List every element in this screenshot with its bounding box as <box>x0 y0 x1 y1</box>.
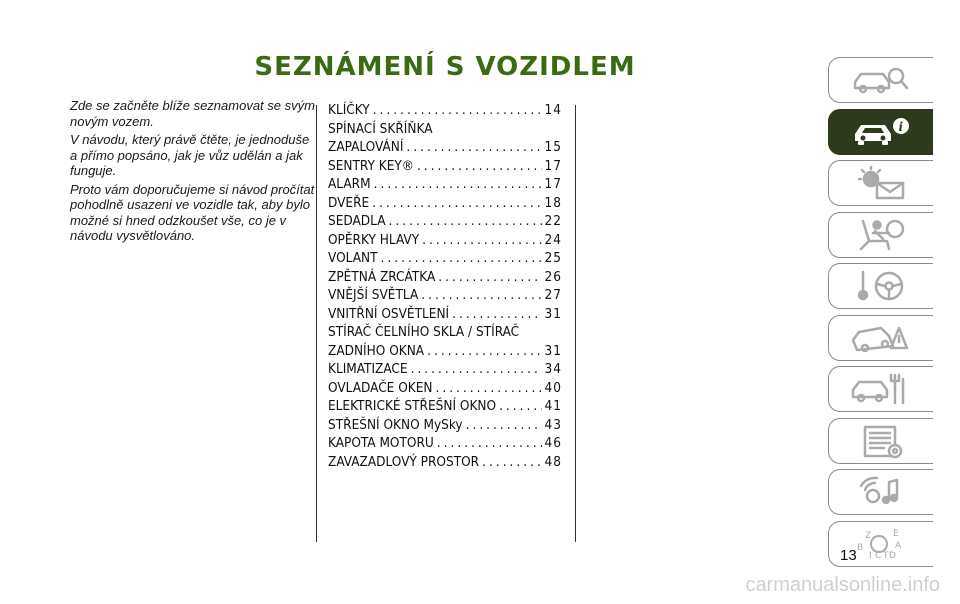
toc-entry-label: SEDADLA <box>328 213 386 229</box>
toc-entry-label: SPÍNACÍ SKŘÍŇKA <box>328 120 433 137</box>
toc-entry[interactable] <box>328 120 562 139</box>
page-title: SEZNÁMENÍ S VOZIDLEM <box>254 52 636 82</box>
toc-entry-label: VNITŘNÍ OSVĚTLENÍ <box>328 305 450 322</box>
car-search-icon <box>849 62 913 98</box>
toc-entry[interactable] <box>328 397 562 416</box>
toc-entry-page: 14 <box>544 102 562 118</box>
toc-entry-page: 31 <box>544 342 562 359</box>
svg-text:B: B <box>857 542 864 553</box>
intro-paragraph: Zde se začněte blíže seznamovat se svým novým vozem. <box>70 98 315 129</box>
multimedia-icon <box>849 474 913 510</box>
toc-leader-dots <box>466 416 542 435</box>
toc-entry-page: 22 <box>544 213 562 229</box>
svg-text:I: I <box>869 550 872 561</box>
toc-entry[interactable] <box>328 453 562 472</box>
toc-entry-page: 34 <box>544 361 562 377</box>
toc-entry-label: ZPĚTNÁ ZRCÁTKA <box>328 268 436 285</box>
toc-entry-label: VNĚJŠÍ SVĚTLA <box>328 287 419 303</box>
column-divider <box>575 105 576 542</box>
toc-entry-page: 43 <box>544 416 562 433</box>
alphabetical-index-icon <box>849 526 913 562</box>
toc-entry-page: 18 <box>544 194 562 211</box>
toc-entry-page: 24 <box>544 231 562 248</box>
page-number: 13 <box>840 547 857 564</box>
toc-leader-dots <box>482 453 541 472</box>
tab-servicing[interactable] <box>828 366 933 412</box>
toc-entry[interactable] <box>328 268 562 287</box>
svg-text:i: i <box>898 119 904 134</box>
toc-entry-page: 40 <box>544 379 562 396</box>
tab-emergency[interactable] <box>828 315 933 361</box>
warning-lights-message-icon <box>849 165 913 201</box>
toc-entry-page: 26 <box>544 268 562 285</box>
svg-text:T: T <box>883 550 889 561</box>
toc-entry-label: VOLANT <box>328 250 378 266</box>
toc-leader-dots <box>427 342 541 361</box>
toc-entry-label: SENTRY KEY® <box>328 157 414 174</box>
toc-entry[interactable] <box>328 101 562 120</box>
toc-entry[interactable] <box>328 360 562 379</box>
car-tools-maintenance-icon <box>849 371 913 407</box>
toc-entry-page: 15 <box>544 139 562 155</box>
toc-entry-label: DVEŘE <box>328 194 370 211</box>
svg-text:E: E <box>893 528 899 539</box>
toc-entry-label: KLIMATIZACE <box>328 361 408 377</box>
tab-car-search[interactable] <box>828 57 933 103</box>
toc-entry-label: OPĚRKY HLAVY <box>328 231 420 248</box>
toc-entry-label: ZADNÍHO OKNA <box>328 342 425 359</box>
toc-entry[interactable] <box>328 342 562 361</box>
table-of-contents <box>328 101 562 471</box>
technical-data-list-icon <box>849 423 913 459</box>
intro-paragraph: V návodu, který právě čtěte, je jednoduše a přímo popsáno, jak je vůz udělán a jak funguje. <box>70 132 310 178</box>
toc-entry-label: ELEKTRICKÉ STŘEŠNÍ OKNO <box>328 398 497 414</box>
toc-entry-page: 17 <box>544 157 562 174</box>
toc-entry-page: 25 <box>544 250 562 266</box>
toc-entry-label: KLÍČKY <box>328 102 370 118</box>
toc-entry[interactable] <box>328 416 562 435</box>
tab-multimedia[interactable] <box>828 469 933 515</box>
intro-paragraph: Proto vám doporučujeme si návod pročítat pohodlně usazeni ve vozidle tak, aby bylo možné si hned odzkoušet vše, co je v návodu vysvětlováno. <box>70 181 315 243</box>
toc-leader-dots <box>381 249 542 268</box>
toc-entry[interactable] <box>328 286 562 305</box>
tab-car-info[interactable] <box>828 109 933 155</box>
intro-text <box>70 98 315 247</box>
toc-entry-page: 17 <box>544 176 562 192</box>
svg-text:Z: Z <box>865 530 872 541</box>
toc-entry[interactable] <box>328 175 562 194</box>
seat-airbag-safety-icon <box>849 217 913 253</box>
toc-entry[interactable] <box>328 434 562 453</box>
toc-entry-page: 27 <box>544 287 562 303</box>
toc-leader-dots <box>411 360 542 379</box>
car-breakdown-icon <box>849 320 913 356</box>
toc-entry[interactable] <box>328 249 562 268</box>
chapter-tabs <box>828 57 934 572</box>
toc-entry-page: 41 <box>544 398 562 414</box>
toc-entry[interactable] <box>328 138 562 157</box>
toc-entry-label: KAPOTA MOTORU <box>328 435 434 451</box>
column-divider <box>316 105 317 542</box>
toc-entry-page: 48 <box>544 453 562 470</box>
toc-leader-dots <box>435 379 541 398</box>
tab-technical-data[interactable] <box>828 418 933 464</box>
toc-entry-label: ZAVAZADLOVÝ PROSTOR <box>328 453 480 470</box>
toc-leader-dots <box>422 231 541 250</box>
watermark-text: carmanualsonline.info <box>745 574 940 596</box>
toc-entry-label: ZAPALOVÁNÍ <box>328 139 404 155</box>
toc-leader-dots <box>417 157 542 176</box>
toc-leader-dots <box>452 305 541 324</box>
car-info-icon <box>849 114 913 150</box>
toc-leader-dots <box>406 138 541 157</box>
toc-entry[interactable] <box>328 194 562 213</box>
toc-entry[interactable] <box>328 231 562 250</box>
toc-entry-label: ALARM <box>328 176 371 192</box>
tab-safety[interactable] <box>828 212 933 258</box>
toc-entry-label: STŘEŠNÍ OKNO MySky <box>328 416 463 433</box>
key-steering-wheel-icon <box>849 268 913 304</box>
toc-entry-page: 31 <box>544 305 562 322</box>
toc-leader-dots <box>437 434 542 453</box>
toc-entry[interactable] <box>328 157 562 176</box>
svg-text:D: D <box>889 550 896 561</box>
toc-entry-label: STÍRAČ ČELNÍHO SKLA / STÍRAČ <box>328 324 520 340</box>
toc-entry[interactable] <box>328 305 562 324</box>
toc-leader-dots <box>499 397 541 416</box>
toc-leader-dots <box>421 286 541 305</box>
toc-entry-label: OVLADAČE OKEN <box>328 379 433 396</box>
toc-leader-dots <box>438 268 541 287</box>
toc-entry[interactable] <box>328 379 562 398</box>
toc-entry-page: 46 <box>544 435 562 451</box>
toc-leader-dots <box>373 101 542 120</box>
tab-starting-driving[interactable] <box>828 263 933 309</box>
tab-warning-lights[interactable] <box>828 160 933 206</box>
toc-entry[interactable] <box>328 323 562 342</box>
svg-text:A: A <box>895 540 902 551</box>
toc-entry[interactable] <box>328 212 562 231</box>
toc-leader-dots <box>389 212 542 231</box>
svg-text:C: C <box>875 550 882 561</box>
toc-leader-dots <box>374 175 542 194</box>
toc-leader-dots <box>372 194 541 213</box>
